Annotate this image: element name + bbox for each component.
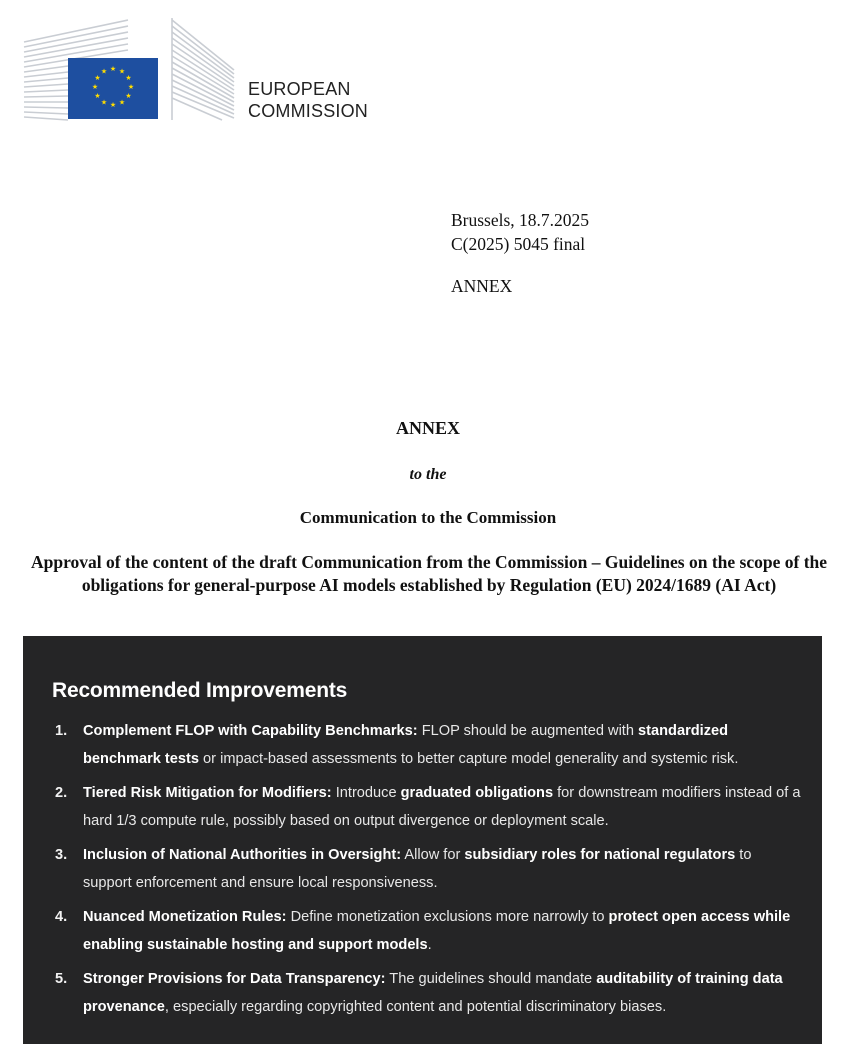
item-text: Allow for xyxy=(401,847,465,863)
svg-text:★: ★ xyxy=(125,92,132,100)
improvements-list xyxy=(53,718,803,1028)
item-title: Inclusion of National Authorities in Oversight: xyxy=(83,847,402,863)
item-text: to support enforcement and ensure local responsiveness. xyxy=(83,847,752,891)
svg-text:★: ★ xyxy=(91,83,99,91)
item-number: 3. xyxy=(55,847,68,863)
list-item xyxy=(53,780,803,835)
svg-text:★: ★ xyxy=(100,67,108,76)
item-emphasis: graduated obligations xyxy=(400,785,554,801)
list-item xyxy=(53,842,803,897)
list-item xyxy=(53,966,803,1021)
list-item xyxy=(53,904,803,959)
item-title: Nuanced Monetization Rules: xyxy=(83,909,287,925)
item-title: Complement FLOP with Capability Benchmarks: xyxy=(83,723,418,739)
svg-text:★: ★ xyxy=(109,65,117,73)
item-title: Tiered Risk Mitigation for Modifiers: xyxy=(83,785,332,801)
item-text: Introduce xyxy=(331,785,401,801)
item-text: for downstream modifiers instead of a hard 1/3 compute rule, possibly based on output divergence or deployment scale. xyxy=(83,785,801,829)
list-item xyxy=(53,718,803,773)
item-title: Stronger Provisions for Data Transparency: xyxy=(83,971,386,987)
annex-title: ANNEX xyxy=(395,418,460,438)
item-text: Define monetization exclusions more narrowly to xyxy=(286,909,609,925)
item-text: . xyxy=(427,936,432,953)
recommended-improvements-panel xyxy=(23,636,822,1044)
item-emphasis: standardized benchmark tests xyxy=(83,723,729,767)
document-meta xyxy=(451,208,589,298)
svg-text:★: ★ xyxy=(127,83,135,91)
item-number: 4. xyxy=(55,909,68,925)
svg-text:★: ★ xyxy=(118,98,126,107)
item-number: 5. xyxy=(55,971,68,987)
item-text: The guidelines should mandate xyxy=(385,971,597,987)
item-emphasis: auditability of training data provenance xyxy=(83,971,783,1015)
document-annex-label: ANNEX xyxy=(451,276,513,296)
document-reference: C(2025) 5045 final xyxy=(451,234,586,254)
svg-text:★: ★ xyxy=(118,67,126,76)
item-emphasis: protect open access while enabling sustainable hosting and support models xyxy=(83,909,791,953)
document-date: Brussels, 18.7.2025 xyxy=(451,210,590,230)
svg-text:★: ★ xyxy=(94,74,101,82)
item-text: or impact-based assessments to better capture model generality and systemic risk. xyxy=(199,750,739,767)
item-emphasis: subsidiary roles for national regulators xyxy=(464,847,736,863)
svg-text:★: ★ xyxy=(94,92,101,100)
item-text: FLOP should be augmented with xyxy=(417,723,639,739)
communication-title: Communication to the Commission xyxy=(299,508,557,527)
item-text: , especially regarding copyrighted content and potential discriminatory biases. xyxy=(164,998,667,1015)
svg-text:★: ★ xyxy=(125,74,132,82)
org-line-1: EUROPEAN xyxy=(248,79,351,99)
to-the-label: to the xyxy=(409,466,447,483)
org-line-2: COMMISSION xyxy=(248,101,369,121)
organization-name xyxy=(248,78,368,122)
item-number: 1. xyxy=(55,723,68,739)
svg-text:★: ★ xyxy=(109,101,117,109)
panel-heading: Recommended Improvements xyxy=(52,679,348,702)
item-number: 2. xyxy=(55,785,68,801)
svg-text:★: ★ xyxy=(100,98,108,107)
approval-title: Approval of the content of the draft Communication from the Commission – Guidelines on the scope of the obligations for general-purpose AI models established by Regulation (EU) 2024/1689 (AI Act) xyxy=(30,552,828,595)
